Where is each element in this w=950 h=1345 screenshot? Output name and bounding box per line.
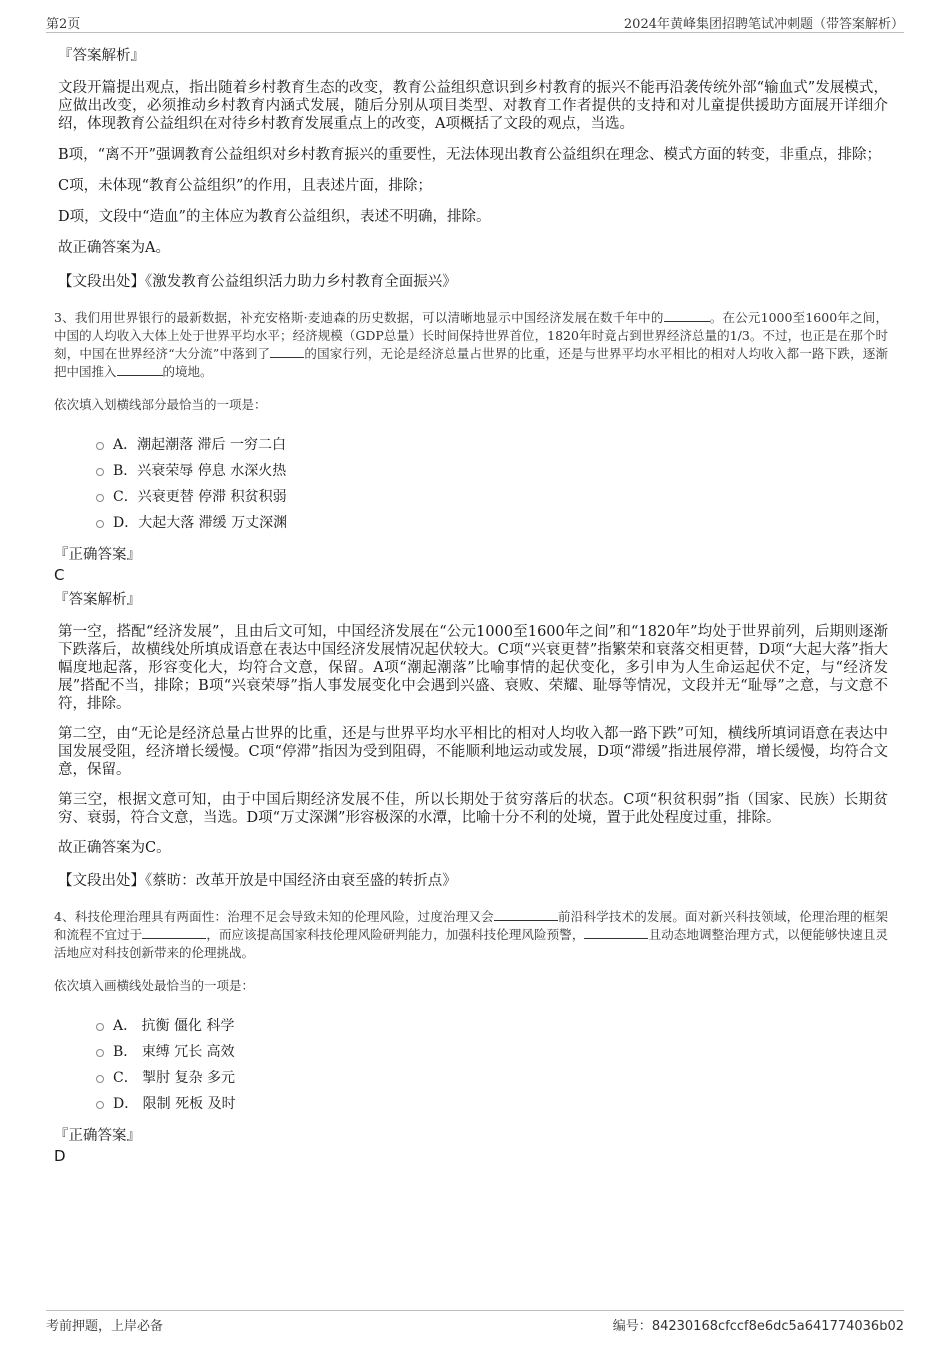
correct-answer-value: D: [54, 1147, 66, 1165]
question-4: [54, 908, 888, 1165]
stem-text: 且动态地调整治理方式，以便能够快速且灵活地应对科技创新带来的伦理挑战。: [54, 927, 888, 960]
question-prompt: 依次填入画横线处最恰当的一项是：: [54, 978, 255, 993]
correct-answer-value: C: [54, 566, 65, 584]
page-footer: [46, 1310, 904, 1333]
option-b[interactable]: [96, 457, 888, 483]
fill-blank: [117, 363, 163, 376]
page-content: [54, 44, 888, 1169]
stem-text: 的国家行列，无论是经济总量占世界的比重，还是与世界平均水平相比的相对人均收入都一路下跌，逐渐把中国推入: [54, 346, 888, 379]
radio-icon[interactable]: [96, 494, 104, 502]
option-label: B．兴衰荣辱 停息 水深火热: [113, 463, 287, 479]
radio-icon[interactable]: [96, 1075, 104, 1083]
analysis-conclusion: 故正确答案为C。: [58, 840, 171, 856]
stem-text: 4、科技伦理治理具有两面性：治理不足会导致未知的伦理风险，过度治理又会: [54, 909, 494, 924]
footer-slogan: 考前押题，上岸必备: [46, 1319, 164, 1334]
correct-answer-label: 『正确答案』: [54, 547, 141, 563]
question-stem: [54, 309, 888, 381]
option-label: C． 掣肘 复杂 多元: [113, 1070, 236, 1086]
stem-text: 的境地。: [162, 364, 213, 379]
analysis-paragraph: 第二空，由“无论是经济总量占世界的比重，还是与世界平均水平相比的相对人均收入都一路下跌”可知，横线所填词语意在表达中国发展受阻，经济增长缓慢。C项“停滞”指因为受到阻碍，不能顺利地运动或发展，D项“滞缓”指进展停滞，增长缓慢，均符合文意，保留。: [58, 726, 888, 778]
option-list: [96, 1012, 888, 1116]
analysis-paragraph: 第一空，搭配“经济发展”，且由后文可知，中国经济发展在“公元1000至1600年之间”和“1820年”均处于世界前列，后期则逐渐下跌落后，故横线处所填成语意在表达中国经济发展情况起伏较大。C项“兴衰更替”指繁荣和衰落交相更替，D项“大起大落”指大幅度地起落，形容变化大，均符合文意，保留。A项“潮起潮落”比喻事情的起伏变化，多引申为人生命运起伏不定，与“经济发展”搭配不当，排除；B项“兴衰荣辱”指人事发展变化中会遇到兴盛、衰败、荣耀、耻辱等情况，文段并无“耻辱”之意，与文意不符，排除。: [58, 624, 888, 712]
option-a[interactable]: [96, 1012, 888, 1038]
analysis-conclusion: 故正确答案为A。: [58, 240, 170, 256]
analysis-block-q2: [58, 44, 888, 291]
radio-icon[interactable]: [96, 1049, 104, 1057]
option-d[interactable]: [96, 509, 888, 535]
radio-icon[interactable]: [96, 520, 104, 528]
radio-icon[interactable]: [96, 468, 104, 476]
option-d[interactable]: [96, 1090, 888, 1116]
code-value: 84230168cfccf8e6dc5a641774036b02: [651, 1319, 904, 1334]
analysis-paragraph: C项，未体现“教育公益组织”的作用，且表述片面，排除；: [58, 178, 432, 194]
fill-blank: [494, 908, 558, 921]
stem-text: 。在公元1000至1600年之间，中国的人均收入大体上处于世界平均水平；经济规模（GDP总量）长时间保持世界首位，1820年时竟占到世界经济总量的1/3。不过，也正是在那个时刻，中国在世界经济“大分流”中落到了: [54, 310, 888, 361]
fill-blank: [664, 309, 710, 322]
fill-blank: [270, 345, 304, 358]
option-label: A．潮起潮落 滞后 一穷二白: [113, 437, 287, 453]
question-prompt: 依次填入划横线部分最恰当的一项是：: [54, 397, 267, 412]
option-a[interactable]: [96, 431, 888, 457]
option-label: A． 抗衡 僵化 科学: [113, 1018, 235, 1034]
analysis-paragraph: B项，“离不开”强调教育公益组织对乡村教育振兴的重要性，无法体现出教育公益组织在理念、模式方面的转变，非重点，排除；: [58, 147, 881, 163]
analysis-paragraph: D项，文段中“造血”的主体应为教育公益组织，表述不明确，排除。: [58, 209, 491, 225]
stem-text: 前沿科学技术的发展。面对新兴科技领域，伦理治理的框架和流程不宜过于: [54, 909, 888, 942]
analysis-label: 『答案解析』: [54, 592, 141, 608]
stem-text: ，而应该提高国家科技伦理风险研判能力，加强科技伦理风险预警，: [206, 927, 585, 942]
radio-icon[interactable]: [96, 442, 104, 450]
document-code: [613, 1315, 904, 1334]
document-title: 2024年黄峰集团招聘笔试冲刺题（带答案解析）: [623, 17, 904, 32]
option-label: D． 限制 死板 及时: [113, 1096, 236, 1112]
option-label: B． 束缚 冗长 高效: [113, 1044, 235, 1060]
passage-source: 【文段出处】《激发教育公益组织活力助力乡村教育全面振兴》: [58, 274, 457, 290]
fill-blank: [584, 926, 648, 939]
option-list: [96, 431, 888, 535]
radio-icon[interactable]: [96, 1101, 104, 1109]
option-c[interactable]: [96, 483, 888, 509]
stem-text: 3、我们用世界银行的最新数据，补充安格斯·麦迪森的历史数据，可以清晰地显示中国经济发展在数千年中的: [54, 310, 664, 325]
option-label: D．大起大落 滞缓 万丈深渊: [113, 515, 288, 531]
code-label: 编号：: [612, 1319, 652, 1334]
radio-icon[interactable]: [96, 1023, 104, 1031]
fill-blank: [142, 926, 206, 939]
passage-source: 【文段出处】《蔡昉：改革开放是中国经济由衰至盛的转折点》: [58, 873, 457, 889]
question-stem: [54, 908, 888, 962]
option-c[interactable]: [96, 1064, 888, 1090]
page-number: 第2页: [46, 17, 81, 32]
analysis-paragraph: 文段开篇提出观点，指出随着乡村教育生态的改变，教育公益组织意识到乡村教育的振兴不能再沿袭传统外部“输血式”发展模式，应做出改变，必须推动乡村教育内涵式发展，随后分别从项目类型、对教育工作者提供的支持和对儿童提供援助方面展开详细介绍，体现教育公益组织在对待乡村教育发展重点上的改变，A项概括了文段的观点，当选。: [58, 80, 888, 132]
question-3: [54, 309, 888, 890]
option-b[interactable]: [96, 1038, 888, 1064]
analysis-label: 『答案解析』: [58, 48, 145, 64]
option-label: C．兴衰更替 停滞 积贫积弱: [113, 489, 287, 505]
correct-answer-label: 『正确答案』: [54, 1128, 141, 1144]
analysis-paragraph: 第三空，根据文意可知，由于中国后期经济发展不佳，所以长期处于贫穷落后的状态。C项“积贫积弱”指（国家、民族）长期贫穷、衰弱，符合文意，当选。D项“万丈深渊”形容极深的水潭，比喻十分不利的处境，置于此处程度过重，排除。: [58, 792, 888, 826]
page-header: [46, 10, 904, 33]
